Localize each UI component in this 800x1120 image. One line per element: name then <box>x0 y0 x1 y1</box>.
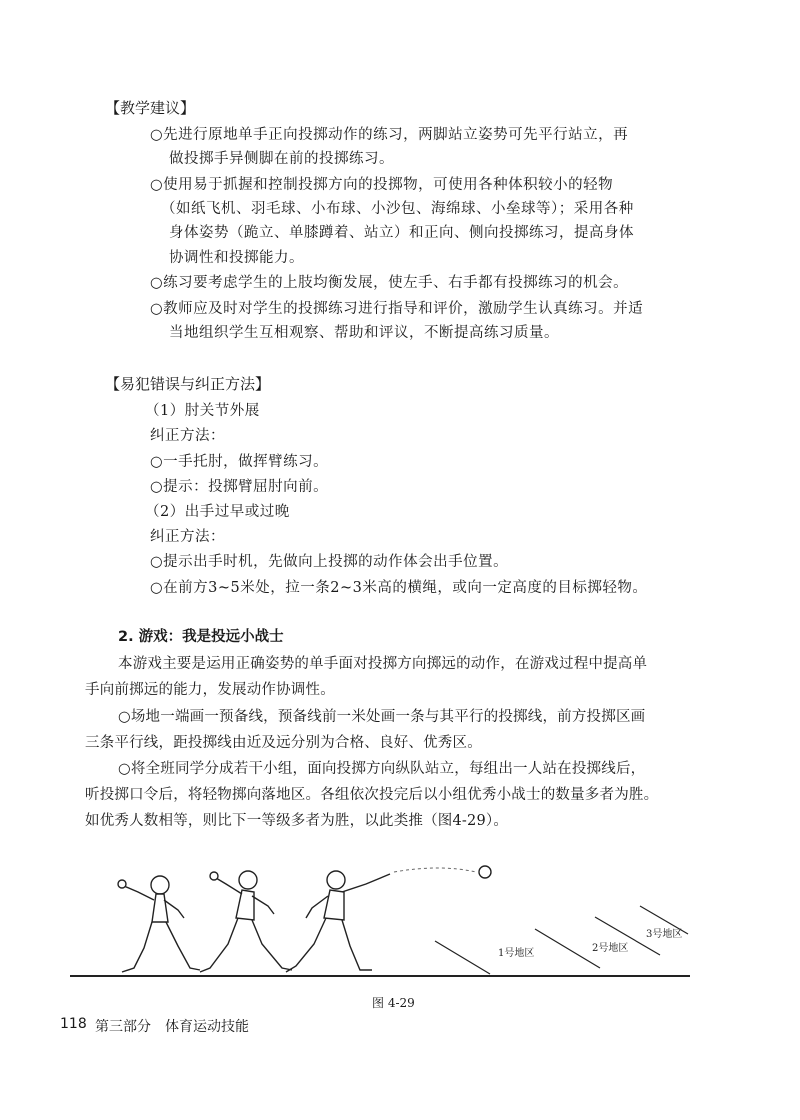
zone-line-2 <box>535 929 600 968</box>
teaching-line: ○先进行原地单手正向投掷动作的练习，两脚站立姿势可先平行站立，再 <box>150 127 629 143</box>
zone-line-1 <box>435 941 490 974</box>
zone-label-2: 2号地区 <box>592 943 629 954</box>
teaching-line: 身体姿势（跪立、单膝蹲着、站立）和正向、侧向投掷练习，提高身体 <box>169 225 634 241</box>
errors-line: ○提示：投掷臂屈肘向前。 <box>150 479 329 495</box>
errors-heading: 【易犯错误与纠正方法】 <box>105 375 271 393</box>
ball-icon <box>479 866 491 878</box>
teaching-line: （如纸飞机、羽毛球、小布球、小沙包、海绵球、小垒球等）；采用各种 <box>161 201 634 217</box>
errors-line: ○提示出手时机，先做向上投掷的动作体会出手位置。 <box>150 554 509 570</box>
errors-line: ○在前方3~5米处，拉一条2~3米高的横绳，或向一定高度的目标掷轻物。 <box>150 580 648 596</box>
throwing-figure <box>60 850 710 985</box>
game-line: 手向前掷远的能力，发展动作协调性。 <box>85 682 335 698</box>
teaching-heading: 【教学建议】 <box>105 99 196 117</box>
figure-caption: 图 4-29 <box>372 996 415 1010</box>
thrower-figure-1 <box>118 876 200 972</box>
teaching-line: ○使用易于抓握和控制投掷方向的投掷物，可使用各种体积较小的轻物 <box>150 177 614 193</box>
game-line: ○将全班同学分成若干小组，面向投掷方向纵队站立，每组出一人站在投掷线后， <box>118 761 646 777</box>
game-line: 三条平行线，距投掷线由近及远分别为合格、良好、优秀区。 <box>85 735 482 751</box>
game-line: 听投掷口令后，将轻物掷向落地区。各组依次投完后以小组优秀小战士的数量多者为胜。 <box>85 787 659 803</box>
zone-label-3: 3号地区 <box>646 929 683 940</box>
ball-trajectory <box>394 868 476 872</box>
game-line: 本游戏主要是运用正确姿势的单手面对投掷方向掷远的动作，在游戏过程中提高单 <box>118 656 648 672</box>
teaching-line: ○练习要考虑学生的上肢均衡发展，使左手、右手都有投掷练习的机会。 <box>150 275 629 291</box>
footer-section: 第三部分 体育运动技能 <box>95 1019 249 1035</box>
errors-line: ○一手托肘，做挥臂练习。 <box>150 454 329 470</box>
teaching-line: ○教师应及时对学生的投掷练习进行指导和评价，激励学生认真练习。并适 <box>150 301 644 317</box>
game-title: 2. 游戏：我是投远小战士 <box>118 629 284 645</box>
teaching-line: 协调性和投掷能力。 <box>169 250 304 266</box>
teaching-line: 当地组织学生互相观察、帮助和评议，不断提高练习质量。 <box>169 325 559 341</box>
game-line: 如优秀人数相等，则比下一等级多者为胜，以此类推（图4-29）。 <box>85 813 509 829</box>
teaching-line: 做投掷手异侧脚在前的投掷练习。 <box>169 151 394 167</box>
errors-line: （2）出手过早或过晚 <box>145 504 290 520</box>
zone-label-1: 1号地区 <box>498 948 535 959</box>
thrower-figure-2 <box>200 871 292 972</box>
game-line: ○场地一端画一预备线，预备线前一米处画一条与其平行的投掷线，前方投掷区画 <box>118 709 646 725</box>
errors-line: 纠正方法： <box>150 529 225 545</box>
errors-line: 纠正方法： <box>150 428 225 444</box>
errors-line: （1）肘关节外展 <box>145 403 260 419</box>
page-number: 118 <box>60 1016 87 1032</box>
thrower-figure-3 <box>286 871 390 972</box>
